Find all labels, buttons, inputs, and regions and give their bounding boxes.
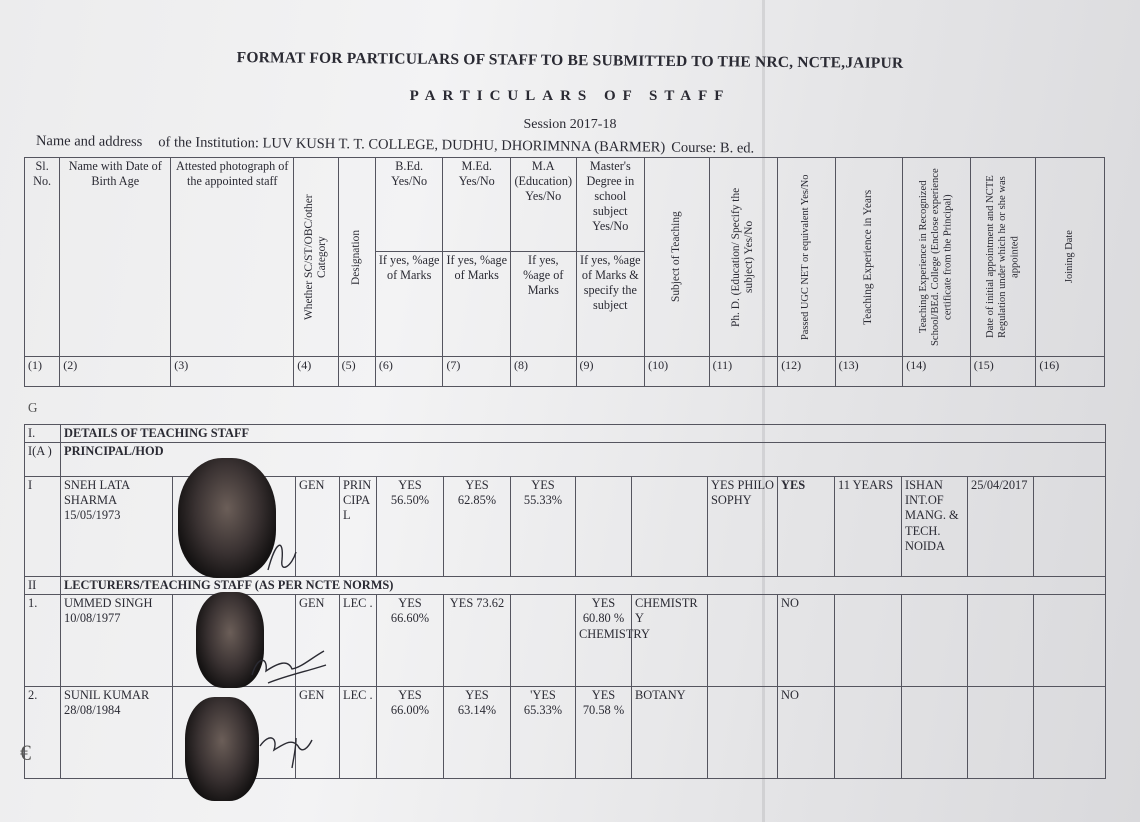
col-number-11: (11) [709,356,778,386]
cell-med: YES 63.14% [444,687,511,779]
cell-ma: YES 55.33% [511,477,576,577]
col-header-7-bottom: If yes, %age of Marks [443,252,511,357]
col-number-13: (13) [835,356,903,386]
col-number-2: (2) [60,356,171,386]
staff-photo-lecturer-2 [185,697,259,801]
section-1-number: I. [25,425,61,443]
cell-masters: YES 60.80 % CHEMISTRY [576,595,632,687]
col-number-8: (8) [511,356,577,386]
col-number-15: (15) [970,356,1036,386]
col-header-5-text: Designation [350,229,363,285]
document-title: FORMAT FOR PARTICULARS OF STAFF TO BE SUBMITTED TO THE NRC, NCTE,JAIPUR [236,49,904,72]
col-header-8-bottom: If yes, %age of Marks [511,252,577,357]
column-header-table [24,157,1105,387]
cell-sl: 1. [25,595,61,687]
cell-joining [1034,687,1106,779]
col-header-10-text: Subject of Teaching [670,211,683,303]
col-number-12: (12) [778,356,835,386]
cell-experience: 11 YEARS [835,477,902,577]
signature-1 [262,530,302,580]
cell-appointment [968,595,1034,687]
section-2-title: LECTURERS/TEACHING STAFF (AS PER NCTE NORMS) [61,577,1106,595]
cell-joining [1034,595,1106,687]
cell-appointment [968,687,1034,779]
cell-net: NO [778,595,835,687]
cell-designation: LEC . [340,595,377,687]
col-number-9: (9) [576,356,645,386]
cell-subject: CHEMISTRY [632,595,708,687]
col-header-13 [835,158,903,357]
margin-mark-icon: ᴳ [28,398,38,423]
cell-name: SUNIL KUMAR 28/08/1984 [61,687,173,779]
col-header-12-text: Passed UGC NET or equivalent Yes/No [800,174,812,340]
col-number-5: (5) [338,356,375,386]
col-header-11 [709,158,778,357]
col-number-1: (1) [25,356,60,386]
col-header-1: Sl. No. [25,158,60,357]
cell-category: GEN [296,477,340,577]
cell-masters: YES 70.58 % [576,687,632,779]
institution-name: of the Institution: LUV KUSH T. T. COLLEGE, DUDHU, DHORIMNNA (BARMER) [158,134,666,156]
col-header-16-text: Joining Date [1064,230,1076,284]
cell-experience [835,595,902,687]
col-header-7-top: M.Ed. Yes/No [443,158,511,252]
cell-ma: 'YES 65.33% [511,687,576,779]
cell-net: YES [778,477,835,577]
cell-phd [708,687,778,779]
cell-phd [708,595,778,687]
cell-med: YES 73.62 [444,595,511,687]
col-header-15-text: Date of initial appointment and NCTE Regulation under which he or she was appointed [984,175,1021,339]
col-number-16: (16) [1036,356,1105,386]
cell-subject: BOTANY [632,687,708,779]
col-header-3: Attested photograph of the appointed staff [171,158,294,357]
cell-ma [511,595,576,687]
margin-mark-icon: € [20,740,31,765]
col-number-3: (3) [171,356,294,386]
col-header-10 [645,158,710,357]
cell-designation: LEC . [340,687,377,779]
section-1-title: DETAILS OF TEACHING STAFF [61,425,1106,443]
col-header-5 [338,158,375,357]
cell-experience [835,687,902,779]
col-header-9-top: Master's Degree in school subject Yes/No [576,158,645,252]
cell-bed: YES 56.50% [377,477,444,577]
col-header-6-top: B.Ed. Yes/No [375,158,443,252]
section-2-number: II [25,577,61,595]
session-label: Session 2017-18 [523,117,617,132]
institution-label: Name and address [35,133,143,151]
cell-net: NO [778,687,835,779]
cell-phd: YES PHILOSOPHY [708,477,778,577]
col-header-6-bottom: If yes, %age of Marks [375,252,443,357]
col-number-10: (10) [645,356,710,386]
col-header-14-text: Teaching Experience in Recognized School/BEd. College (Enclose experience certificate from the Principal) [918,167,954,346]
col-header-15 [970,158,1036,357]
cell-category: GEN [296,687,340,779]
course-label: Course: B. ed. [671,139,755,157]
cell-sl: 2. [25,687,61,779]
cell-name: SNEH LATA SHARMA 15/05/1973 [61,477,173,577]
cell-masters [576,477,632,577]
table-row [25,595,1106,687]
col-header-13-text: Teaching Experience in Years [862,189,875,325]
col-number-6: (6) [375,356,443,386]
cell-med: YES 62.85% [444,477,511,577]
col-header-2: Name with Date of Birth Age [60,158,171,357]
institution-line [36,133,754,158]
col-header-12 [778,158,835,357]
section-1a-title: PRINCIPAL/HOD [61,443,1106,477]
col-number-4: (4) [294,356,338,386]
col-header-16 [1036,158,1105,357]
col-number-7: (7) [443,356,511,386]
cell-name: UMMED SINGH 10/08/1977 [61,595,173,687]
cell-category: GEN [296,595,340,687]
cell-bed: YES 66.60% [377,595,444,687]
cell-bed: YES 66.00% [377,687,444,779]
cell-exp-institution [902,595,968,687]
document-subtitle: PARTICULARS OF STAFF [409,88,731,104]
col-header-8-top: M.A (Education) Yes/No [511,158,577,252]
cell-subject [632,477,708,577]
col-number-14: (14) [903,356,971,386]
signature-3 [256,728,316,773]
section-1a-number: I(A ) [25,443,61,477]
signature-2 [248,645,328,690]
cell-exp-institution [902,687,968,779]
cell-appointment: 25/04/2017 [968,477,1034,577]
col-header-9-bottom: If yes, %age of Marks & specify the subject [576,252,645,357]
col-header-11-text: Ph. D. (Education/ Specify the subject) Yes/No [730,187,756,327]
cell-sl: I [25,477,61,577]
col-header-4 [294,158,338,357]
col-header-14 [903,158,971,357]
cell-designation: PRINCIPAL [340,477,377,577]
col-header-4-text: Whether SC/ST/OBC/other Category [302,194,328,320]
cell-exp-institution: ISHAN INT.OF MANG. & TECH. NOIDA [902,477,968,577]
cell-joining [1034,477,1106,577]
